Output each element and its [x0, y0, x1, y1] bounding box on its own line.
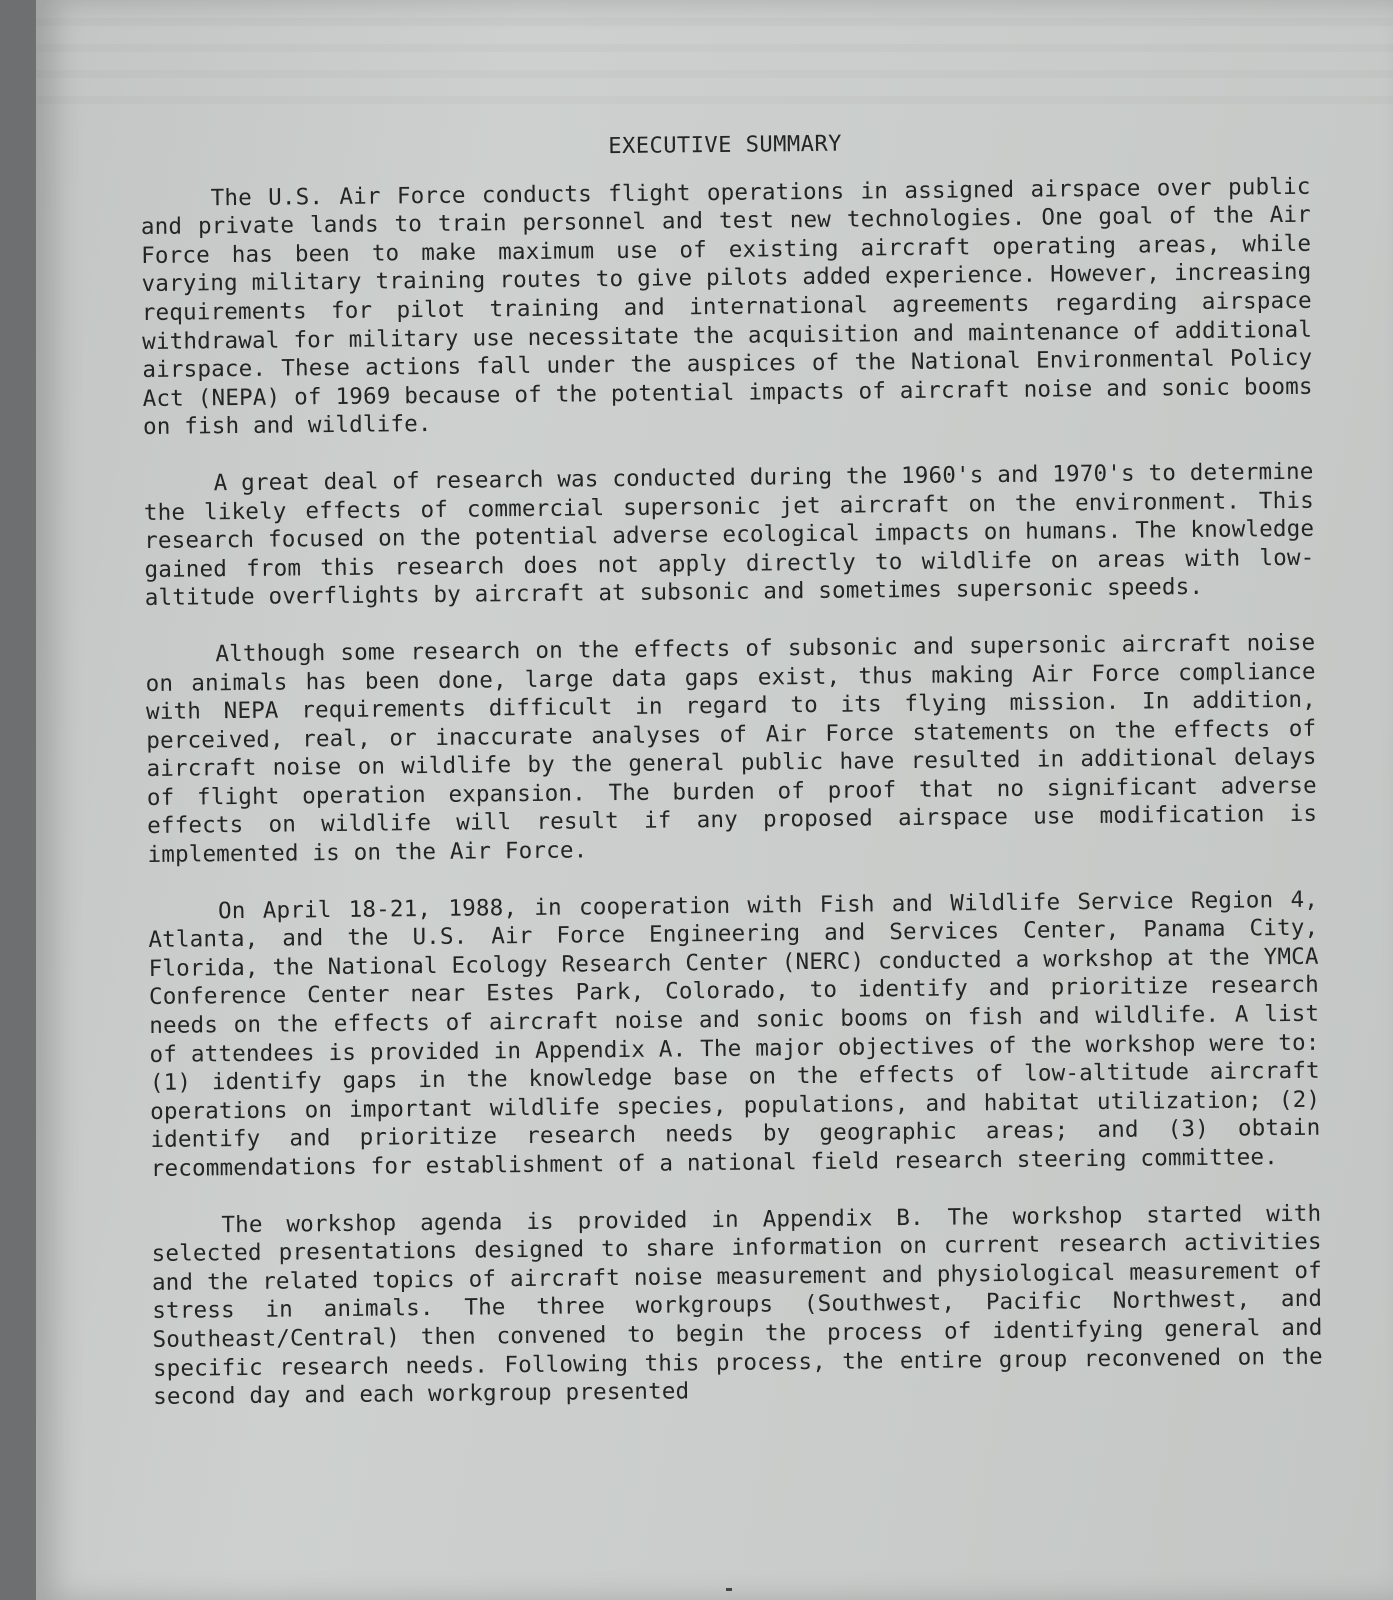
document-body [140, 126, 1324, 1440]
paragraph-1: The U.S. Air Force conducts flight operations in assigned airspace over public and private lands to train personnel and test new technologies. One goal of the Air Force has been to make maximum use of existing aircraft operating areas, while varying military training routes to give pilots added experience. However, increasing requirements for pilot training and international agreements regarding airspace withdrawal for military use necessitate the acquisition and maintenance of additional airspace. These actions fall under the auspices of the National Environmental Policy Act (NEPA) of 1969 because of the potential impacts of aircraft noise and sonic booms on fish and wildlife. [140, 173, 1313, 441]
page-number-mark [726, 1588, 732, 1591]
paragraph-5: The workshop agenda is provided in Appendix B. The workshop started with selected presentations designed to share information on current research activities and the related topics of aircraft noise measurement and physiological measurement of stress in animals. The three workgroups (Southwest, Pacific Northwest, and Southeast/Central) then convened to begin the process of identifying general and specific research needs. Following this process, the entire group reconvened on the second day and each workgroup presented [151, 1200, 1323, 1411]
page-title: EXECUTIVE SUMMARY [608, 131, 843, 160]
paragraph-3: Although some research on the effects of subsonic and supersonic aircraft noise on animals has been done, large data gaps exist, thus making Air Force compliance with NEPA requirements difficult in regard to its flying mission. In addition, perceived, real, or inaccurate analyses of Air Force statements on the effects of aircraft noise on wildlife by the general public have resulted in additional delays of flight operation expansion. The burden of proof that no significant adverse effects on wildlife will result if any proposed airspace use modification is implemented is on the Air Force. [145, 629, 1318, 869]
paragraph-2: A great deal of research was conducted during the 1960's and 1970's to determine the likely effects of commercial supersonic jet aircraft on the environment. This research focused on the potential adverse ecological impacts on humans. The knowledge gained from this research does not apply directly to wildlife on areas with low-altitude overflights by aircraft at subsonic and sometimes supersonic speeds. [143, 458, 1315, 612]
paragraph-4: On April 18-21, 1988, in cooperation with Fish and Wildlife Service Region 4, Atlanta, and the U.S. Air Force Engineering and Services Center, Panama City, Florida, the National Ecology Research Center (NERC) conducted a workshop at the YMCA Conference Center near Estes Park, Colorado, to identify and prioritize research needs on the effects of aircraft noise and sonic booms on fish and wildlife. A list of attendees is provided in Appendix A. The major objectives of the workshop were to: (1) identify gaps in the knowledge base on the effects of low-altitude aircraft operations on important wildlife species, populations, and habitat utilization; (2) identify and prioritize research needs by geographic areas; and (3) obtain recommendations for establishment of a national field research steering committee. [148, 886, 1321, 1182]
document-page [36, 0, 1393, 1600]
bleed-through-text [36, 0, 1393, 120]
